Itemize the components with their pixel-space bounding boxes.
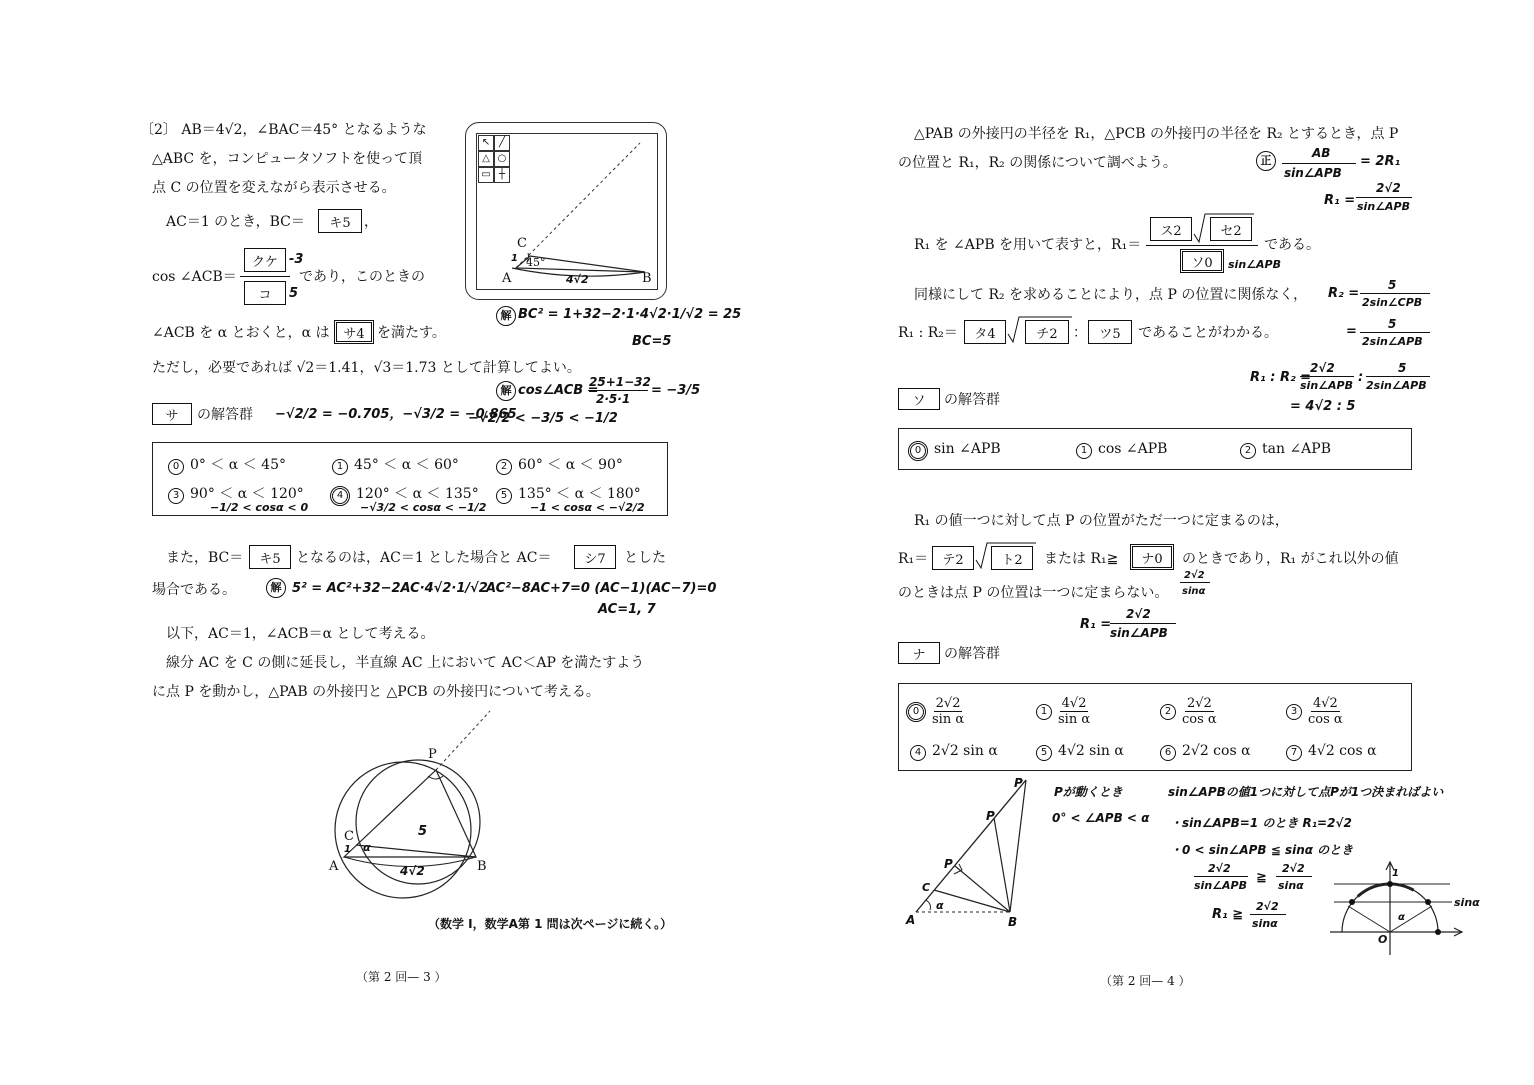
hw-angle-range: 0° < ∠APB < α [1052,811,1150,825]
ac1-line-prefix: AC＝1 のとき，BC＝ [166,214,305,230]
fig3-label-p1: P [1014,776,1023,790]
fig1-label-c: C [517,236,527,251]
hw-kuke-answer: -3 [289,252,304,267]
alpha-line-prefix: ∠ACB を α とおくと，α は [152,325,330,341]
answer-box-na[interactable]: ナ0 [1130,544,1174,570]
correct-mark: 正 [1256,151,1276,171]
choice-text: 2√2 sin α [932,743,998,759]
cos-suffix: であり，このときの [299,269,425,285]
hw-ineq-ge: ≧ [1256,870,1267,885]
choice-number-icon: 3 [168,488,184,504]
r1eq-suffix: のときであり，R₁ がこれ以外の値 [1182,551,1399,567]
fig1-label-45: 45° [526,256,546,269]
cos-prefix: cos ∠ACB＝ [152,269,237,285]
hw-r1-denominator: sin∠APB [1284,166,1342,180]
fig3-label-c: C [922,881,931,894]
choice-number-icon: 7 [1286,745,1302,761]
hw-r1c-label: R₁ = [1080,617,1112,632]
hw-bc-squared: BC² = 1+32−2·1·4√2·1/√2 = 25 [518,307,742,322]
hw-cos-denominator: 2·5·1 [596,392,631,406]
fig2-label-c: C [344,829,354,844]
continue-note: （数学 I，数学A第 1 問は次ページに続く。） [428,917,673,931]
hw-ratio-n2: 5 [1398,361,1407,375]
fraction-denominator: cos α [1182,712,1217,727]
next-line-2: 線分 AC を C の側に延長し，半直線 AC 上において AC＜AP を満たすよう [166,655,645,671]
hw-ratio-n1: 2√2 [1310,361,1335,375]
intro-line-1: 〔2〕 AB＝4√2，∠BAC＝45° となるような [140,122,427,138]
answer-box-ko[interactable]: コ [244,281,286,305]
answer-box-sa-label: サ [152,403,192,425]
hw-r2b-numerator: 5 [1388,317,1397,331]
fig1-label-a: A [502,271,512,286]
also-line-2: 場合である。 [152,582,236,598]
hw-equation-1: 5² = AC²+32−2AC·4√2·1/√2 [292,581,488,596]
line-tool-icon[interactable]: ╱ [494,135,510,151]
hw-values-1: −√2/2 = −0.705，−√3/2 = −0.865 [275,407,517,422]
hw-r1b-label: R₁ = [1324,193,1356,208]
hw-r2-label: R₂ = [1328,286,1360,301]
hw-r1d-denominator: sinα [1252,917,1278,930]
same-line: 同様にして R₂ を求めることにより，点 P の位置に関係なく， [914,287,1308,303]
rectangle-tool-icon[interactable]: ▭ [478,167,494,183]
hw-ineq-n1: 2√2 [1208,862,1231,875]
choice-number-selected-icon: 0 [908,441,928,461]
next-line-1: 以下，AC＝1，∠ACB＝α として考える。 [166,626,435,642]
fig3-label-a: A [906,913,916,927]
fig3-label-p3: P [944,857,953,871]
hw-na-numerator: 2√2 [1184,570,1205,581]
also-suffix: とした [624,550,666,566]
answer-box-sa[interactable]: サ4 [334,320,374,344]
hw-r1d-numerator: 2√2 [1256,900,1279,913]
choice-text: cos ∠APB [1098,441,1168,457]
hw-ineq-n2: 2√2 [1282,862,1305,875]
fig2-label-a: A [329,859,339,874]
crosshair-tool-icon[interactable]: ┼ [494,167,510,183]
choice-number-icon: 1 [1036,704,1052,720]
fraction-numerator: 2√2 [935,696,961,711]
choice-number-icon: 2 [496,459,512,475]
solution-mark-3: 解 [266,578,286,598]
right-page-number: （第 2 回— 4 ） [1100,974,1191,988]
r-line-2: の位置と R₁，R₂ の関係について調べよう。 [898,155,1177,171]
choice-text: 60° ＜ α ＜ 90° [518,457,623,473]
circle-tool-icon[interactable]: ○ [494,151,510,167]
hw-r2-numerator: 5 [1388,278,1397,292]
sa-answer-group-label: の解答群 [197,407,253,423]
hw-na-denominator: sinα [1182,586,1206,597]
choice-text: 120° ＜ α ＜ 135° [356,486,479,502]
alpha-line-suffix: を満たす。 [377,325,446,341]
fraction-numerator: 4√2 [1312,696,1338,711]
triangle-tool-icon[interactable]: △ [478,151,494,167]
choice-number-icon: 0 [168,459,184,475]
hw-equation-2: AC²−8AC+7=0 (AC−1)(AC−7)=0 [486,581,717,596]
choice-text: sin ∠APB [934,441,1001,457]
r1-suffix: である。 [1264,237,1320,253]
choice-text: tan ∠APB [1262,441,1331,457]
choice-text: 4√2 sin α [1058,743,1124,759]
hw-r2b-denominator: 2sin∠APB [1362,335,1423,348]
hw-choice-4-note: −√3/2 < cosα < −1/2 [360,501,487,514]
hw-cos-label: cos∠ACB = [518,383,599,398]
choice-text: 135° ＜ α ＜ 180° [518,486,641,502]
left-page-number: （第 2 回— 3 ） [356,970,447,984]
r1-prefix: R₁ を ∠APB を用いて表すと，R₁＝ [914,237,1142,253]
na-answer-group-label: の解答群 [944,646,1000,662]
hw-p-moving: Pが動くとき [1054,785,1123,799]
fig1-label-1: 1 [511,253,518,264]
hw-r2b-eq: = [1346,324,1357,339]
hw-note-2: ・sin∠APB=1 のとき R₁=2√2 [1170,816,1352,830]
hw-note-1: sin∠APBの値1つに対して点Pが1つ決まればよい [1168,785,1444,799]
hw-ratio-d2: 2sin∠APB [1366,379,1427,392]
fig2-label-4r2: 4√2 [400,864,425,878]
answer-box-na-label: ナ [898,642,940,664]
hw-r1c-numerator: 2√2 [1126,607,1151,621]
answer-box-ki[interactable]: キ5 [318,209,362,233]
choice-number-selected-icon: 4 [330,486,350,506]
hw-r1d-label: R₁ ≧ [1212,907,1244,922]
choice-number-icon: 5 [496,488,512,504]
fig4-label-alpha: α [1398,912,1405,923]
choice-number-icon: 1 [1076,443,1092,459]
answer-box-tsu[interactable]: ツ5 [1088,320,1132,344]
hw-ratio-result: = 4√2 : 5 [1290,399,1356,414]
choice-number-selected-icon: 0 [906,702,926,722]
ratio-suffix: であることがわかる。 [1138,325,1278,341]
intro-line-3: 点 C の位置を変えながら表示させる。 [152,180,396,196]
hw-cos-result: = −3/5 [651,383,701,398]
answer-box-ta[interactable]: タ4 [964,320,1006,344]
hw-bc-value: BC=5 [632,334,672,349]
fig4-label-o: O [1378,933,1388,946]
ac1-comma: ， [364,214,378,230]
answer-box-so-label: ソ [898,388,940,410]
fig3-label-b: B [1008,915,1018,929]
hw-ratio-d1: sin∠APB [1300,379,1353,392]
fraction-denominator: cos α [1308,712,1343,727]
hw-choice-5-note: −1 < cosα < −√2/2 [530,501,645,514]
hw-r1b-numerator: 2√2 [1376,181,1401,195]
fig1-label-4r2: 4√2 [566,273,589,286]
r-line-1: △PAB の外接円の半径を R₁，△PCB の外接円の半径を R₂ とするとき，点 P [914,126,1399,142]
answer-box-kuke[interactable]: クケ [244,248,286,272]
fraction-denominator: sin α [1058,712,1091,727]
hw-ratio-colon: : [1358,370,1364,385]
choice-text: 2√2 cos α [1182,743,1251,759]
answer-box-shi[interactable]: シ7 [574,545,616,569]
hw-ko-answer: 5 [289,286,299,301]
solution-mark-2: 解 [496,381,516,401]
fig3-label-alpha: α [936,899,944,912]
choice-number-icon: 2 [1240,443,1256,459]
fraction-numerator: 4√2 [1061,696,1087,711]
hw-ineq-d1: sin∠APB [1194,879,1247,892]
hw-r1-numerator: AB [1312,146,1331,160]
fig3-label-p2: P [986,809,995,823]
fig2-label-alpha: α [363,841,371,854]
choice-number-icon: 5 [1036,745,1052,761]
hw-ineq-d2: sinα [1278,879,1304,892]
fig4-label-1: 1 [1392,868,1399,879]
choice-text: 0° ＜ α ＜ 45° [190,457,286,473]
or-text: または R₁≧ [1044,551,1119,567]
fraction-denominator: sin α [932,712,965,727]
r1eq-prefix: R₁＝ [898,551,929,567]
answer-box-se[interactable]: セ2 [1210,217,1252,241]
ratio-colon: ： [1073,325,1087,341]
hw-equation-3: AC=1, 7 [598,602,656,617]
solution-mark-1: 解 [496,306,516,326]
hw-r1b-denominator: sin∠APB [1357,200,1410,213]
intro-line-2: △ABC を，コンピュータソフトを使って頂 [152,151,423,167]
answer-box-chi[interactable]: チ2 [1025,320,1069,344]
hw-r1-result: = 2R₁ [1360,154,1401,169]
choice-text: 45° ＜ α ＜ 60° [354,457,459,473]
fig2-label-p: P [428,747,437,762]
fig2-label-1: 1 [344,844,351,855]
choice-number-icon: 6 [1160,745,1176,761]
hw-r2-denominator: 2sin∠CPB [1362,296,1423,309]
answer-box-su[interactable]: ス2 [1150,217,1192,241]
choice-number-icon: 1 [332,459,348,475]
next-line-3: に点 P を動かし，△PAB の外接円と △PCB の外接円について考える。 [152,684,600,700]
approximation-note: ただし，必要であれば √2＝1.41，√3＝1.73 として計算してよい。 [152,360,581,376]
answer-box-te[interactable]: テ2 [932,546,974,570]
pointer-tool-icon[interactable]: ↖ [478,135,494,151]
choice-text: 4√2 cos α [1308,743,1377,759]
hw-values-2: −√2/2 < −3/5 < −1/2 [468,411,618,426]
hw-so-denominator: sin∠APB [1228,258,1281,271]
choice-number-icon: 2 [1160,704,1176,720]
also-middle: となるのは，AC＝1 とした場合と AC＝ [296,550,552,566]
fig2-label-5: 5 [418,824,428,839]
choice-number-icon: 3 [1286,704,1302,720]
also-prefix: また，BC＝ [166,550,244,566]
so-answer-group-label: の解答群 [944,392,1000,408]
answer-box-ki-2[interactable]: キ5 [249,545,291,569]
hw-ratio-label: R₁ : R₂ = [1250,370,1312,385]
unique-line-1: R₁ の値一つに対して点 P の位置がただ一つに定まるのは， [914,513,1289,529]
fig1-label-b: B [642,271,652,286]
answer-box-so[interactable]: ソ0 [1180,249,1224,273]
ratio-prefix: R₁ : R₂＝ [898,325,958,341]
hw-r1c-denominator: sin∠APB [1110,626,1168,640]
fig4-label-sin: sinα [1454,896,1480,909]
choice-number-icon: 4 [910,745,926,761]
fig2-label-b: B [477,859,487,874]
hw-choice-3-note: −1/2 < cosα < 0 [210,501,309,514]
fraction-numerator: 2√2 [1186,696,1212,711]
choice-text: 90° ＜ α ＜ 120° [190,486,304,502]
unique-line-3: のときは点 P の位置は一つに定まらない。 [898,585,1169,601]
answer-box-to[interactable]: ト2 [991,546,1033,570]
hw-cos-numerator: 25+1−32 [589,375,651,389]
hw-note-3: ・0 < sin∠APB ≦ sinα のとき [1170,843,1354,857]
